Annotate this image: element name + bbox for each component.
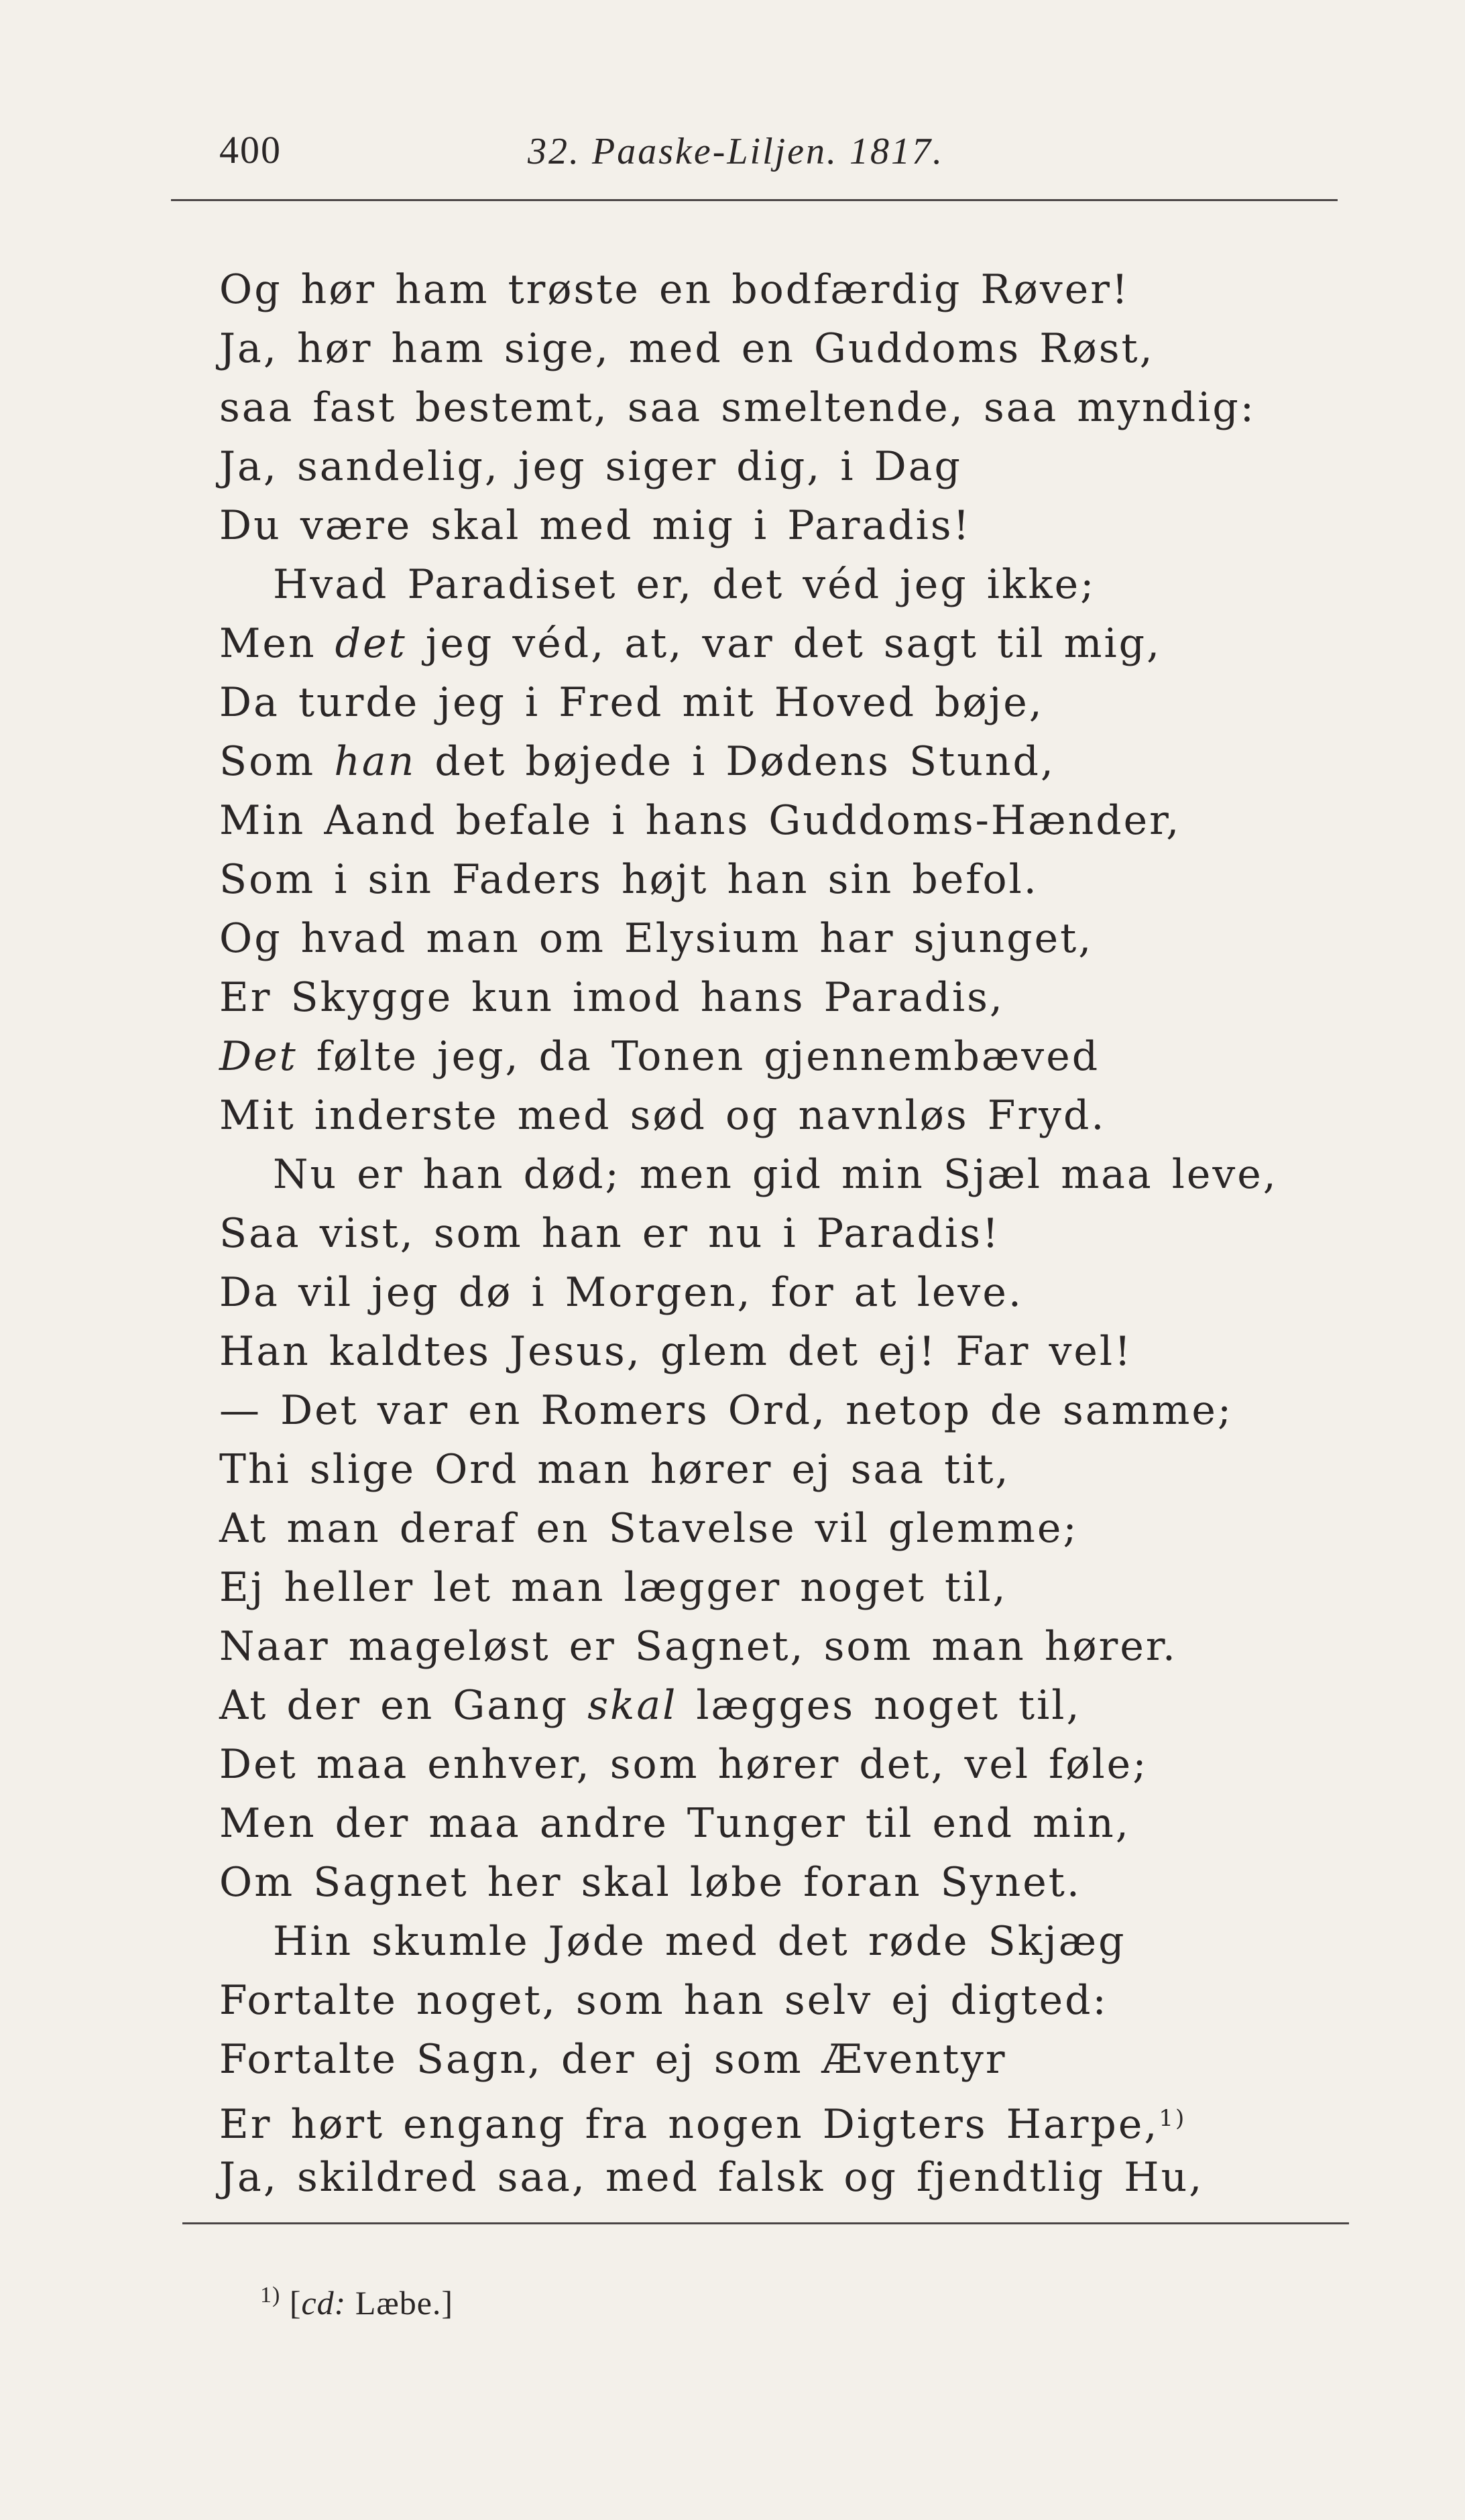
footnote-rule (182, 2222, 1349, 2224)
emphasized-word: skal (587, 1682, 678, 1729)
footnote-text: Læbe.] (346, 2284, 454, 2322)
line-text: Ja, skildred saa, med falsk og fjendtlig Hu, (219, 2154, 1204, 2201)
footnote-reference: 1) (1159, 2105, 1187, 2132)
line-text: Ja, sandelig, jeg siger dig, i Dag (219, 443, 962, 490)
line-text: Saa vist, som han er nu i Paradis! (219, 1210, 1001, 1257)
poem-line (219, 1269, 1023, 1316)
line-text: jeg véd, at, var det sagt til mig, (406, 620, 1162, 667)
line-text: Min Aand befale i hans Guddoms-Hænder, (219, 797, 1181, 844)
line-text: Er hørt engang fra nogen Digters Harpe, (219, 2101, 1159, 2148)
line-text: Da vil jeg dø i Morgen, for at leve. (219, 1269, 1023, 1316)
line-text: Nu er han død; men gid min Sjæl maa leve, (273, 1151, 1278, 1198)
line-text: Ej heller let man lægger noget til, (219, 1564, 1008, 1611)
poem-line (273, 561, 1096, 608)
poem-line (219, 1033, 1100, 1080)
line-text: Thi slige Ord man hører ej saa tit, (219, 1446, 1010, 1493)
line-text: — Det var en Romers Ord, netop de samme; (219, 1387, 1234, 1434)
footnote-siglum: cd: (301, 2284, 347, 2322)
poem-line (219, 266, 1130, 313)
poem-line (219, 443, 962, 490)
line-text: følte jeg, da Tonen gjennembæved (297, 1033, 1100, 1080)
poem-line (219, 620, 1161, 667)
poem-line (219, 1328, 1132, 1375)
poem-line (219, 325, 1155, 372)
line-text: Hvad Paradiset er, det véd jeg ikke; (273, 561, 1096, 608)
line-text: Hin skumle Jøde med det røde Skjæg (273, 1918, 1126, 1965)
poem-line (219, 1505, 1079, 1552)
line-text: Han kaldtes Jesus, glem det ej! Far vel! (219, 1328, 1133, 1375)
poem-line (219, 1446, 1010, 1493)
line-text: Og hør ham trøste en bodfærdig Røver! (219, 266, 1130, 313)
line-text: Og hvad man om Elysium har sjunget, (219, 915, 1094, 962)
header-rule (171, 199, 1338, 201)
poem-line (219, 1741, 1148, 1788)
poem-line (219, 1800, 1130, 1847)
line-text: Det maa enhver, som hører det, vel føle; (219, 1741, 1149, 1788)
line-text: Men (219, 620, 335, 667)
poem-line (219, 1092, 1106, 1139)
emphasized-word: det (335, 620, 407, 667)
running-header (219, 127, 1292, 181)
line-text: Da turde jeg i Fred mit Hoved bøje, (219, 679, 1044, 726)
poem-line (219, 1387, 1233, 1434)
emphasized-word: han (334, 738, 416, 785)
poem-line (219, 1859, 1081, 1906)
line-text: saa fast bestemt, saa smeltende, saa myndig: (219, 384, 1256, 431)
footnote (260, 2283, 453, 2322)
line-text: Mit inderste med sød og navnløs Fryd. (219, 1092, 1106, 1139)
poem-line (219, 1682, 1081, 1729)
poem-line (219, 1210, 1000, 1257)
poem-line (219, 738, 1055, 785)
page-number: 400 (219, 128, 282, 172)
line-text: Fortalte Sagn, der ej som Æventyr (219, 2036, 1007, 2083)
poem-line (219, 2036, 1007, 2083)
line-text: Som (219, 738, 335, 785)
poem-line (219, 1977, 1108, 2024)
poem-line (219, 974, 1004, 1021)
line-text: Ja, hør ham sige, med en Guddoms Røst, (219, 325, 1155, 372)
poem-line (219, 2095, 1186, 2148)
line-text: Du være skal med mig i Paradis! (219, 502, 972, 549)
poem-line (219, 915, 1093, 962)
footnote-open-bracket: [ (289, 2284, 302, 2322)
line-text: Naar mageløst er Sagnet, som man hører. (219, 1623, 1177, 1670)
poem-line (273, 1151, 1278, 1198)
poem-line (219, 502, 972, 549)
line-text: Er Skygge kun imod hans Paradis, (219, 974, 1004, 1021)
line-text: Men der maa andre Tunger til end min, (219, 1800, 1130, 1847)
emphasized-word: Det (219, 1033, 298, 1080)
poem-line (219, 679, 1044, 726)
poem-line (219, 1623, 1177, 1670)
line-text: At der en Gang (219, 1682, 588, 1729)
line-text: Fortalte noget, som han selv ej digted: (219, 1977, 1108, 2024)
line-text: At man deraf en Stavelse vil glemme; (219, 1505, 1079, 1552)
poem-line (273, 1918, 1126, 1965)
running-title: 32. Paaske-Liljen. 1817. (528, 131, 945, 172)
poem-line (219, 797, 1181, 844)
footnote-marker: 1) (260, 2283, 281, 2307)
line-text: lægges noget til, (677, 1682, 1081, 1729)
poem-line (219, 856, 1039, 903)
poem-line (219, 1564, 1008, 1611)
poem-line (219, 384, 1256, 431)
poem-line (219, 2154, 1204, 2201)
line-text: Som i sin Faders højt han sin befol. (219, 856, 1039, 903)
line-text: det bøjede i Dødens Stund, (416, 738, 1055, 785)
line-text: Om Sagnet her skal løbe foran Synet. (219, 1859, 1081, 1906)
